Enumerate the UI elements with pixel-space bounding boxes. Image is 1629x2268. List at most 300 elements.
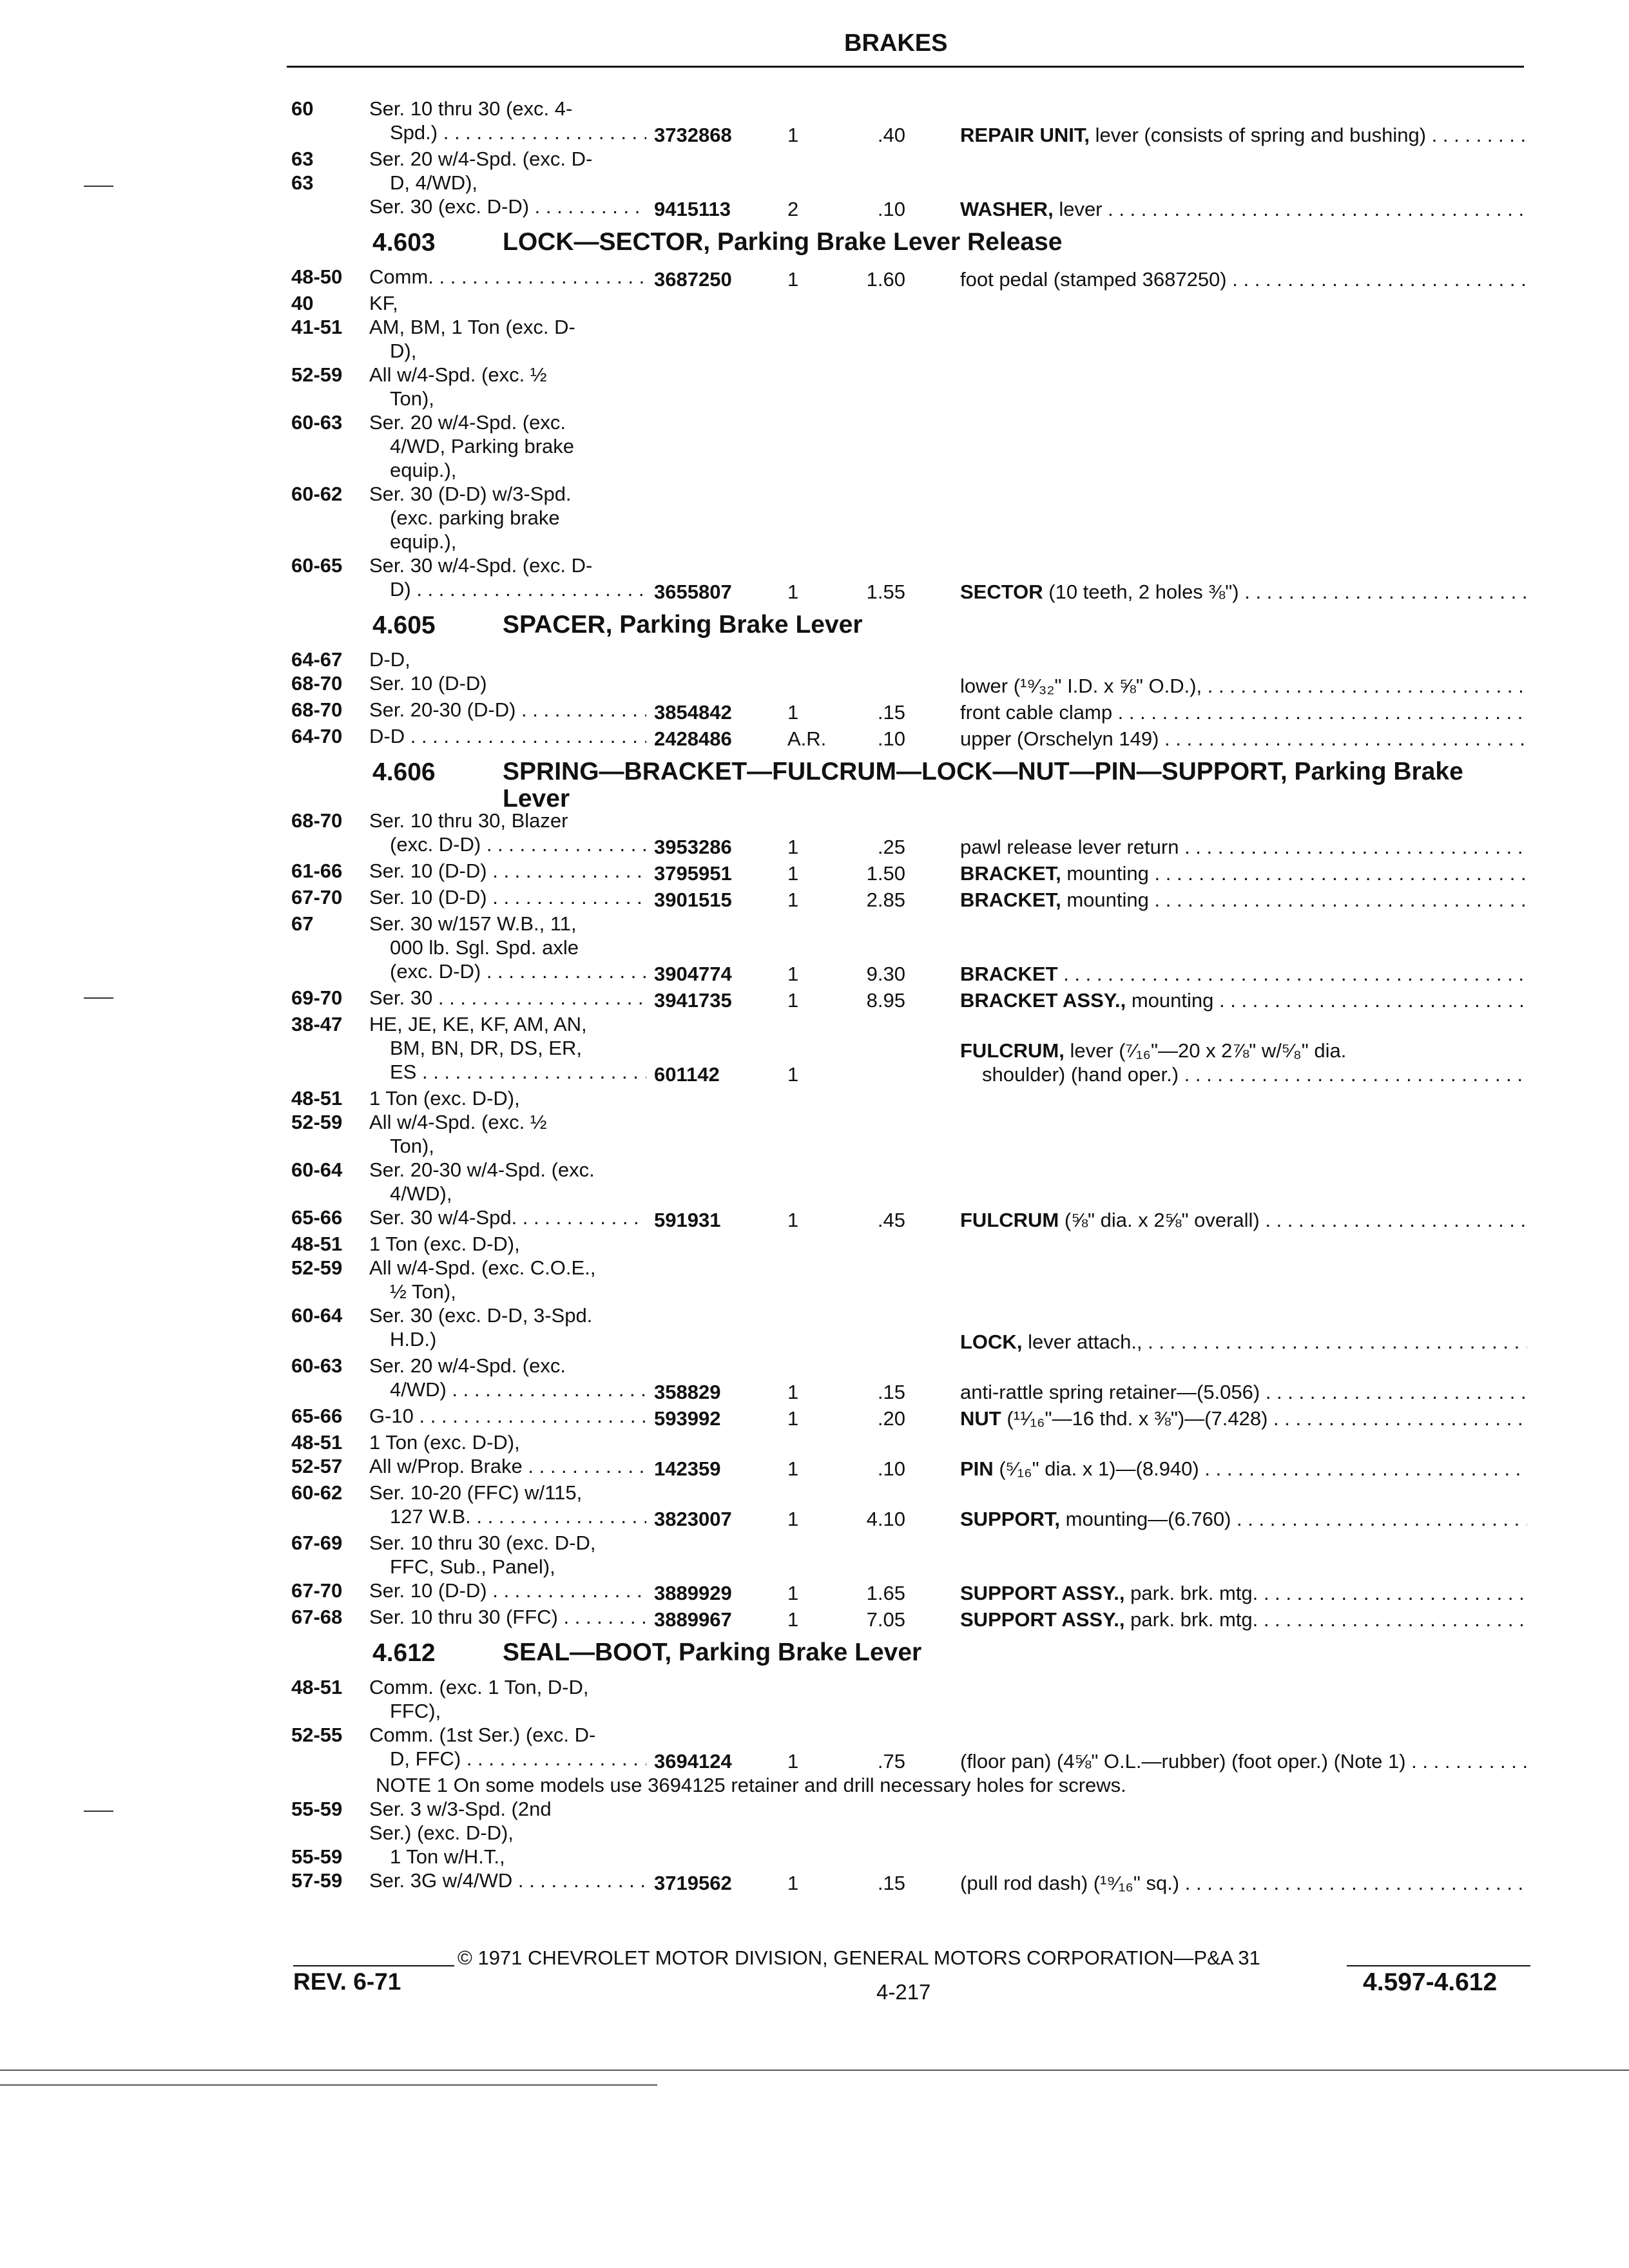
- model-column: [369, 1481, 646, 1528]
- model-year: [291, 1134, 369, 1158]
- part-number: 3901515: [654, 889, 732, 911]
- model-application: FFC),: [390, 1700, 441, 1722]
- model-application: 000 lb. Sgl. Spd. axle: [390, 936, 579, 959]
- description-line: [960, 1062, 1527, 1086]
- price: 8.95: [866, 989, 905, 1012]
- quantity: 1: [787, 1750, 799, 1773]
- part-number: 3941735: [654, 989, 732, 1012]
- page-number: 4-217: [876, 1980, 931, 2004]
- catalog-row: [284, 265, 1534, 291]
- year-column: [291, 265, 369, 289]
- model-year: 64-67: [291, 648, 343, 671]
- price: 2.85: [866, 889, 905, 911]
- part-number: 2428486: [654, 727, 732, 750]
- model-application: Ser. 10 thru 30 (FFC) . . .: [369, 1605, 646, 1629]
- description-column: [960, 962, 1527, 986]
- part-number: 3795951: [654, 862, 732, 885]
- quantity: 1: [787, 963, 799, 985]
- year-column: [291, 648, 369, 695]
- year-column: [291, 291, 369, 577]
- catalog-row: [284, 1430, 1534, 1481]
- model-column: [369, 1404, 646, 1428]
- section-number: 4.605: [372, 611, 436, 639]
- model-application: Ser. 30 (exc. D-D, 3-Spd.: [369, 1304, 593, 1327]
- description-column: [960, 1039, 1527, 1086]
- model-application: 127 W.B. . . .: [369, 1504, 646, 1528]
- part-name: BRACKET,: [960, 862, 1061, 885]
- model-application: HE, JE, KE, KF, AM, AN,: [369, 1013, 587, 1035]
- year-column: [291, 1605, 369, 1629]
- year-column: [291, 97, 369, 120]
- copyright-notice: © 1971 CHEVROLET MOTOR DIVISION, GENERAL MOTORS CORPORATION—P&A 31: [458, 1946, 1260, 1969]
- model-column: [369, 1675, 646, 1771]
- section-heading: [284, 222, 1534, 265]
- catalog-row: [284, 1232, 1534, 1354]
- description-column: [960, 123, 1527, 147]
- year-column: [291, 1086, 369, 1229]
- year-column: [291, 986, 369, 1010]
- description-column: [960, 1407, 1527, 1430]
- model-column: [369, 809, 646, 856]
- description-line: [960, 1581, 1527, 1605]
- model-year: 55-59: [291, 1845, 343, 1868]
- section-number: 4.612: [372, 1639, 436, 1667]
- model-application: Ser. 30 w/157 W.B., 11,: [369, 912, 577, 935]
- catalog-row: [284, 1086, 1534, 1232]
- description-column: [960, 988, 1527, 1012]
- quantity: 1: [787, 889, 799, 911]
- title-rule: [287, 66, 1524, 68]
- year-column: [291, 724, 369, 748]
- model-year: 52-55: [291, 1724, 343, 1746]
- description-text: mounting: [1066, 862, 1149, 885]
- model-application: Ser. 30 (exc. D-D) . . .: [369, 195, 646, 218]
- model-year: 65-66: [291, 1206, 343, 1229]
- quantity: 2: [787, 198, 799, 220]
- year-column: [291, 147, 369, 195]
- description-column: [960, 197, 1527, 221]
- model-application: 4/WD, Parking brake: [390, 435, 574, 457]
- model-column: [369, 147, 646, 218]
- catalog-row: [284, 1404, 1534, 1430]
- description-column: [960, 1380, 1527, 1404]
- quantity: A.R.: [787, 727, 827, 750]
- model-application: Ser. 3 w/3-Spd. (2nd: [369, 1798, 552, 1820]
- revision-label: REV. 6-71: [293, 1968, 401, 1995]
- description-line: [960, 267, 1527, 291]
- model-year: [291, 387, 369, 410]
- year-column: [291, 1531, 369, 1602]
- part-name: FULCRUM: [960, 1209, 1059, 1231]
- description-text: lower (¹⁹⁄₃₂" I.D. x ⅝" O.D.),: [960, 675, 1202, 697]
- part-number: 3823007: [654, 1508, 732, 1530]
- description-text: park. brk. mtg.: [1130, 1608, 1258, 1631]
- model-application: D) . . .: [369, 577, 646, 601]
- model-application: (exc. D-D) . . .: [369, 832, 646, 856]
- model-column: [369, 291, 646, 601]
- description-line: [960, 727, 1527, 751]
- part-name: BRACKET: [960, 963, 1058, 985]
- catalog-row: [284, 97, 1534, 147]
- model-year: 60-63: [291, 1354, 343, 1377]
- description-column: [960, 1608, 1527, 1631]
- model-year: [291, 1327, 369, 1351]
- model-year: 63: [291, 171, 314, 194]
- model-application: Ser. 10-20 (FFC) w/115,: [369, 1481, 583, 1504]
- description-line: [960, 197, 1527, 221]
- year-column: [291, 1797, 369, 1892]
- quantity: 1: [787, 1063, 799, 1086]
- model-year: 52-59: [291, 1256, 343, 1279]
- model-application: G-10 . . .: [369, 1404, 646, 1428]
- description-text: foot pedal (stamped 3687250): [960, 268, 1227, 291]
- catalog-row: [284, 147, 1534, 221]
- quantity: 1: [787, 581, 799, 603]
- description-line: [960, 123, 1527, 147]
- model-application: All w/4-Spd. (exc. ½: [369, 1111, 547, 1133]
- footer-rule: [1347, 1965, 1530, 1966]
- description-column: [960, 727, 1527, 751]
- year-column: [291, 912, 369, 936]
- model-year: [291, 339, 369, 363]
- model-column: [369, 698, 646, 722]
- part-number: 9415113: [654, 198, 731, 220]
- page-title: BRAKES: [844, 30, 948, 57]
- part-number: 601142: [654, 1063, 720, 1086]
- model-year: [291, 434, 369, 458]
- section-title: SEAL—BOOT, Parking Brake Lever: [503, 1639, 922, 1666]
- description-line: [960, 1608, 1527, 1631]
- model-year: [291, 458, 369, 482]
- model-application: ES . . .: [369, 1060, 646, 1084]
- price: 1.50: [866, 862, 905, 885]
- model-application: Ser. 20 w/4-Spd. (exc. D-: [369, 148, 593, 170]
- catalog-row: [284, 724, 1534, 751]
- description-text: mounting: [1131, 989, 1214, 1012]
- model-column: [369, 912, 646, 983]
- price: .15: [877, 701, 905, 724]
- model-year: [291, 1747, 369, 1771]
- description-text: (10 teeth, 2 holes ⅜"): [1048, 581, 1239, 603]
- model-application: Ser. 30 w/4-Spd. . . .: [369, 1206, 646, 1229]
- description-line: [960, 988, 1527, 1012]
- model-column: [369, 97, 646, 144]
- scan-edge-rule: [0, 2070, 1629, 2071]
- part-number: 593992: [654, 1407, 721, 1430]
- model-year: 60-62: [291, 1481, 343, 1504]
- section-title: SPACER, Parking Brake Lever: [503, 611, 863, 639]
- year-column: [291, 1404, 369, 1428]
- description-text: (⁵⁄₁₆" dia. x 1)—(8.940): [999, 1457, 1199, 1480]
- model-application: 4/WD),: [390, 1182, 452, 1205]
- price: .25: [877, 836, 905, 858]
- description-line: [960, 835, 1527, 859]
- model-application: H.D.): [390, 1328, 437, 1350]
- model-application: FFC, Sub., Panel),: [390, 1555, 555, 1578]
- price: .45: [877, 1209, 905, 1231]
- description-column: [960, 1457, 1527, 1481]
- catalog-row: [284, 291, 1534, 604]
- model-application: Ser.) (exc. D-D),: [369, 1821, 514, 1844]
- section-heading: [284, 752, 1534, 812]
- model-year: 48-51: [291, 1676, 343, 1698]
- year-column: [291, 1232, 369, 1351]
- description-line: [960, 674, 1527, 698]
- year-column: [291, 1012, 369, 1036]
- model-application: Ton),: [390, 1135, 434, 1157]
- description-text: (¹¹⁄₁₆"—16 thd. x ⅜")—(7.428): [1007, 1407, 1268, 1430]
- catalog-row: [284, 1797, 1534, 1895]
- model-application: (exc. D-D) . . .: [369, 959, 646, 983]
- model-application: Ser. 10 (D-D) . . .: [369, 859, 646, 883]
- description-column: [960, 1208, 1527, 1232]
- model-column: [369, 1232, 646, 1351]
- part-name: LOCK,: [960, 1331, 1023, 1353]
- model-column: [369, 859, 646, 883]
- model-application: Comm. (1st Ser.) (exc. D-: [369, 1724, 596, 1746]
- model-year: 41-51: [291, 316, 343, 338]
- quantity: 1: [787, 1582, 799, 1604]
- quantity: 1: [787, 1457, 799, 1480]
- description-column: [960, 835, 1527, 859]
- part-name: BRACKET,: [960, 889, 1061, 911]
- part-name: REPAIR UNIT,: [960, 124, 1090, 146]
- part-name: PIN: [960, 1457, 994, 1480]
- model-application: Ser. 20-30 (D-D) . . .: [369, 698, 646, 722]
- description-text: lever: [1059, 198, 1103, 220]
- model-year: 65-66: [291, 1405, 343, 1427]
- model-application: Ser. 10 thru 30, Blazer: [369, 809, 568, 832]
- quantity: 1: [787, 1872, 799, 1894]
- description-text: lever attach.,: [1028, 1331, 1142, 1353]
- description-text: shoulder) (hand oper.): [982, 1063, 1179, 1086]
- description-line: [960, 1407, 1527, 1430]
- model-application: Ser. 10 (D-D) . . .: [369, 885, 646, 909]
- part-number: 3719562: [654, 1872, 732, 1894]
- year-column: [291, 1481, 369, 1528]
- part-name: SUPPORT ASSY.,: [960, 1608, 1125, 1631]
- model-year: 67-70: [291, 886, 343, 908]
- model-year: 38-47: [291, 1013, 343, 1035]
- year-column: [291, 1354, 369, 1401]
- scan-edge-rule: [0, 2084, 657, 2086]
- model-application: Ser. 20 w/4-Spd. (exc.: [369, 1354, 566, 1377]
- part-number: 142359: [654, 1457, 721, 1480]
- description-line: [960, 1749, 1527, 1773]
- section-title: LOCK—SECTOR, Parking Brake Lever Release: [503, 228, 1063, 256]
- price: 9.30: [866, 963, 905, 985]
- model-application: Ser. 10 thru 30 (exc. 4-: [369, 97, 573, 120]
- catalog-row: [284, 698, 1534, 724]
- price: .15: [877, 1872, 905, 1894]
- margin-mark: [84, 186, 113, 187]
- description-column: [960, 1581, 1527, 1605]
- year-column: [291, 885, 369, 909]
- model-year: [291, 1821, 369, 1845]
- description-column: [960, 700, 1527, 724]
- part-number: 3889967: [654, 1608, 732, 1631]
- model-year: 67-70: [291, 1579, 343, 1602]
- model-application: D-D,: [369, 648, 410, 671]
- model-year: 67-69: [291, 1532, 343, 1554]
- catalog-row: [284, 648, 1534, 698]
- description-column: [960, 267, 1527, 291]
- description-column: [960, 1749, 1527, 1773]
- section-heading: [284, 1633, 1534, 1675]
- description-line: [960, 1330, 1527, 1354]
- part-name: NUT: [960, 1407, 1001, 1430]
- model-year: 60-63: [291, 411, 343, 434]
- model-column: [369, 1605, 646, 1629]
- description-line: [960, 962, 1527, 986]
- quantity: 1: [787, 1508, 799, 1530]
- model-application: (exc. parking brake: [390, 506, 560, 529]
- year-column: [291, 1430, 369, 1478]
- model-application: Spd.) . . .: [369, 120, 646, 144]
- model-application: D-D . . .: [369, 724, 646, 748]
- model-year: 52-57: [291, 1455, 343, 1477]
- part-number: 3904774: [654, 963, 732, 985]
- model-application: Ser. 30 (D-D) w/3-Spd.: [369, 483, 572, 505]
- model-column: [369, 1797, 646, 1892]
- quantity: 1: [787, 989, 799, 1012]
- description-line: [960, 1507, 1527, 1531]
- model-year: 60-64: [291, 1158, 343, 1181]
- description-text: front cable clamp: [960, 701, 1113, 724]
- part-name: SUPPORT,: [960, 1508, 1061, 1530]
- description-line: [960, 1457, 1527, 1481]
- model-year: 60-64: [291, 1304, 343, 1327]
- description-line: [960, 580, 1527, 604]
- price: .40: [877, 124, 905, 146]
- description-line: [960, 888, 1527, 912]
- model-application: 4/WD) . . .: [369, 1378, 646, 1401]
- quantity: 1: [787, 268, 799, 291]
- model-year: 57-59: [291, 1869, 343, 1892]
- year-column: [291, 698, 369, 722]
- description-column: [960, 1507, 1527, 1531]
- model-year: 64-70: [291, 725, 343, 747]
- description-column: [960, 888, 1527, 912]
- catalog-row: [284, 809, 1534, 859]
- description-text: mounting—(6.760): [1065, 1508, 1231, 1530]
- model-year: 52-59: [291, 363, 343, 386]
- model-year: 69-70: [291, 986, 343, 1009]
- model-application: 1 Ton w/H.T.,: [390, 1845, 505, 1868]
- model-year: [291, 1378, 369, 1401]
- quantity: 1: [787, 862, 799, 885]
- description-text: pawl release lever return: [960, 836, 1179, 858]
- model-column: [369, 1531, 646, 1602]
- section-number: 4.606: [372, 758, 436, 786]
- description-text: (pull rod dash) (¹⁹⁄₁₆" sq.): [960, 1872, 1180, 1894]
- catalog-row: [284, 1531, 1534, 1605]
- part-number: 358829: [654, 1381, 721, 1403]
- price: .20: [877, 1407, 905, 1430]
- price: 1.55: [866, 581, 905, 603]
- description-column: [960, 1871, 1527, 1895]
- model-year: 63: [291, 148, 314, 170]
- catalog-row: [284, 1675, 1534, 1773]
- model-year: 40: [291, 292, 314, 314]
- catalog-row: [284, 1481, 1534, 1531]
- model-year: 60-65: [291, 554, 343, 577]
- quantity: 1: [787, 836, 799, 858]
- price: .10: [877, 1457, 905, 1480]
- margin-mark: [84, 1811, 113, 1812]
- model-year: 52-59: [291, 1111, 343, 1133]
- part-number: 591931: [654, 1209, 721, 1231]
- model-year: [291, 1699, 369, 1723]
- model-application: Ser. 20 w/4-Spd. (exc.: [369, 411, 566, 434]
- model-column: [369, 885, 646, 909]
- description-column: [960, 674, 1527, 698]
- part-number: 3953286: [654, 836, 732, 858]
- model-column: [369, 648, 646, 695]
- model-column: [369, 1354, 646, 1401]
- model-application: All w/4-Spd. (exc. C.O.E.,: [369, 1256, 596, 1279]
- description-text: (⅝" dia. x 2⅝" overall): [1064, 1209, 1260, 1231]
- model-year: 48-51: [291, 1431, 343, 1454]
- description-text: upper (Orschelyn 149): [960, 727, 1159, 750]
- model-column: [369, 1430, 646, 1478]
- year-column: [291, 809, 369, 832]
- description-line: [960, 700, 1527, 724]
- model-year: [291, 1280, 369, 1303]
- price: .10: [877, 727, 905, 750]
- quantity: 1: [787, 1407, 799, 1430]
- model-year: 60-62: [291, 483, 343, 505]
- price: .10: [877, 198, 905, 220]
- model-year: 48-51: [291, 1087, 343, 1110]
- model-application: All w/Prop. Brake . . .: [369, 1454, 646, 1478]
- part-number: 3889929: [654, 1582, 732, 1604]
- part-name: BRACKET ASSY.,: [960, 989, 1126, 1012]
- description-line: [960, 861, 1527, 885]
- model-year: 68-70: [291, 698, 343, 721]
- part-name: FULCRUM,: [960, 1039, 1065, 1062]
- part-number: 3732868: [654, 124, 732, 146]
- section-range: 4.597-4.612: [1363, 1968, 1498, 1996]
- model-application: KF,: [369, 292, 398, 314]
- description-text: lever (consists of spring and bushing): [1095, 124, 1427, 146]
- part-number: 3694124: [654, 1750, 732, 1773]
- model-application: Ser. 30 w/4-Spd. (exc. D-: [369, 554, 593, 577]
- price: 1.60: [866, 268, 905, 291]
- description-column: [960, 861, 1527, 885]
- catalog-row: [284, 986, 1534, 1012]
- model-application: Comm. (exc. 1 Ton, D-D,: [369, 1676, 589, 1698]
- model-year: 48-50: [291, 265, 343, 288]
- description-text: park. brk. mtg.: [1130, 1582, 1258, 1604]
- model-application: 1 Ton (exc. D-D),: [369, 1431, 520, 1454]
- model-application: D, 4/WD),: [390, 171, 478, 194]
- model-year: 68-70: [291, 672, 343, 695]
- section-heading: [284, 605, 1534, 648]
- model-column: [369, 724, 646, 748]
- price: .75: [877, 1750, 905, 1773]
- model-column: [369, 1012, 646, 1084]
- year-column: [291, 1675, 369, 1771]
- model-application: All w/4-Spd. (exc. ½: [369, 363, 547, 386]
- model-column: [369, 265, 646, 289]
- model-year: 67-68: [291, 1606, 343, 1628]
- quantity: 1: [787, 1608, 799, 1631]
- note-text: NOTE 1 On some models use 3694125 retainer and drill necessary holes for screws.: [376, 1774, 1126, 1796]
- quantity: 1: [787, 1381, 799, 1403]
- model-application: Ser. 30 . . .: [369, 986, 646, 1010]
- model-application: Ser. 10 (D-D) . . .: [369, 1579, 646, 1602]
